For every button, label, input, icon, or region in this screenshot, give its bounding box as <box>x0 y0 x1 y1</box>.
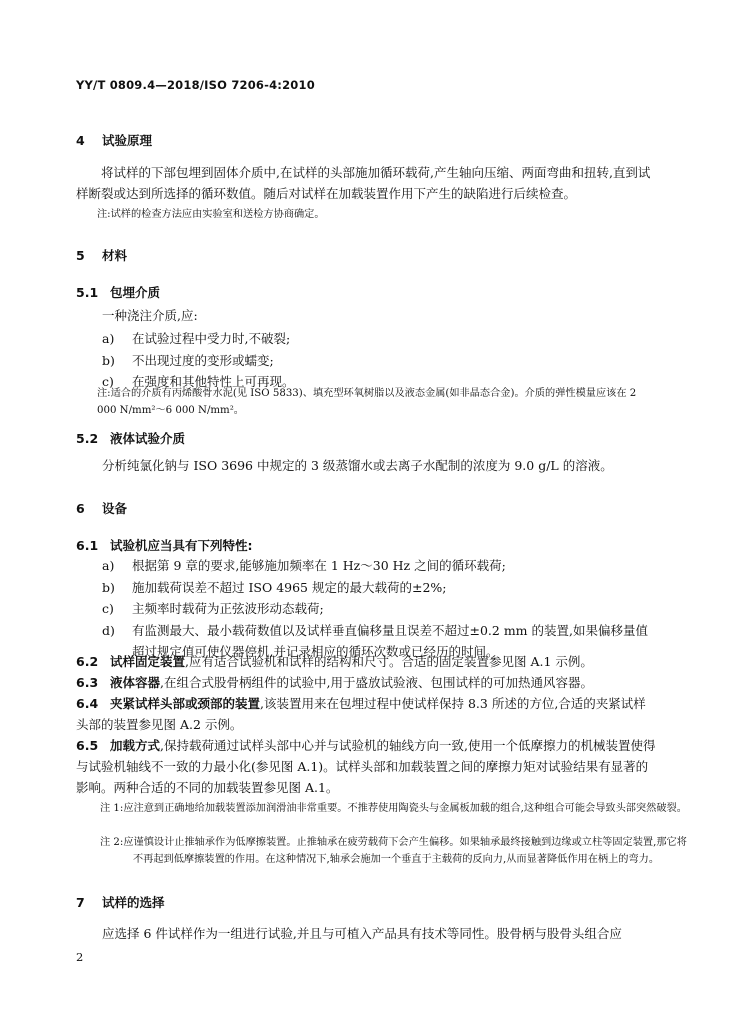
section-number: 5 <box>76 248 85 263</box>
list-text: 主频率时载荷为正弦波形动态载荷; <box>132 601 324 616</box>
section-5-1-note: 注:适合的介质有丙烯酸骨水泥(见 ISO 5833)、填充型环氧树脂以及液态金属(如非晶态合金)。介质的弹性模量应该在 2 000 N/mm²～6 000 N/mm²。 <box>97 388 637 416</box>
section-5-2-paragraph: 分析纯氯化钠与 ISO 3696 中规定的 3 级蒸馏水或去离子水配制的浓度为 9.0 g/L 的溶液。 <box>102 458 613 473</box>
section-7-heading <box>76 893 165 911</box>
section-5-1-heading <box>76 283 160 301</box>
list-text: 在试验过程中受力时,不破裂; <box>132 331 291 346</box>
list-marker: b) <box>102 352 115 368</box>
section-text: ,应有适合试验机和试样的结构和尺寸。合适的固定装置参见图 A.1 示例。 <box>185 654 593 669</box>
section-text: ,在组合式股骨柄组件的试验中,用于盛放试验液、包围试样的可加热通风容器。 <box>160 675 593 690</box>
section-title: 试样固定装置 <box>110 654 186 669</box>
section-6-2-paragraph <box>76 651 658 672</box>
section-6-5-paragraph <box>76 735 658 798</box>
section-number: 5.2 <box>76 431 99 446</box>
section-text: ,保持载荷通过试样头部中心并与试验机的轴线方向一致,使用一个低摩擦力的机械装置使得与试验机轴线不一致的力最小化(参见图 A.1)。试样头部和加载装置之间的摩擦力矩对试验结果有显著的影响。两种合适的不同的加载装置参见图 A.1。 <box>76 738 656 795</box>
section-title: 材料 <box>102 248 128 263</box>
list-item <box>102 328 657 350</box>
section-4-heading <box>76 131 152 149</box>
section-5-1-intro: 一种浇注介质,应: <box>102 308 198 323</box>
section-title: 加载方式 <box>110 738 161 753</box>
section-6-5-note-2: 注 2:应谨慎设计止推轴承作为低摩擦装置。止推轴承在疲劳载荷下会产生偏移。如果轴承最终接触到边缘或立柱等固定装置,那它将不再起到低摩擦装置的作用。在这种情况下,轴承会施加一个垂直于主载荷的反向力,从而显著降低作用在柄上的弯力。 <box>100 837 687 865</box>
list-marker: b) <box>102 579 115 595</box>
section-title: 包埋介质 <box>110 285 161 300</box>
section-6-heading <box>76 499 127 517</box>
list-item <box>102 350 657 372</box>
section-title: 试验机应当具有下列特性: <box>110 538 253 553</box>
section-5-heading <box>76 246 127 264</box>
list-text: 不出现过度的变形或蠕变; <box>132 352 274 368</box>
section-title: 液体容器 <box>110 675 161 690</box>
section-title: 夹紧试样头部或颈部的装置 <box>110 696 261 711</box>
section-number: 6.2 <box>76 654 99 669</box>
list-item <box>102 598 657 620</box>
section-7-paragraph: 应选择 6 件试样作为一组进行试验,并且与可植入产品具有技术等同性。股骨柄与股骨头组合应 <box>102 926 622 941</box>
section-6-1-list <box>102 555 657 663</box>
list-text: 施加载荷误差不超过 ISO 4965 规定的最大载荷的±2%; <box>132 579 447 595</box>
list-item <box>102 555 657 577</box>
section-5-2-heading <box>76 429 185 447</box>
list-item <box>102 577 657 599</box>
section-number: 6.1 <box>76 538 99 553</box>
list-text: 根据第 9 章的要求,能够施加频率在 1 Hz～30 Hz 之间的循环载荷; <box>132 558 506 573</box>
section-4-paragraph: 将试样的下部包埋到固体介质中,在试样的头部施加循环载荷,产生轴向压缩、两面弯曲和扭转,直到试样断裂或达到所选择的循环数值。随后对试样在加载装置作用下产生的缺陷进行后续检查。 <box>76 165 651 201</box>
list-marker: a) <box>102 558 115 573</box>
list-marker: c) <box>102 601 114 616</box>
section-number: 4 <box>76 133 85 148</box>
list-marker: c) <box>102 374 114 389</box>
list-marker: a) <box>102 331 115 346</box>
section-number: 6 <box>76 501 85 516</box>
list-text: 在强度和其他特性上可再现。 <box>132 374 295 389</box>
section-title: 试验原理 <box>102 133 153 148</box>
page-number: 2 <box>76 950 84 964</box>
document-header: YY/T 0809.4—2018/ISO 7206-4:2010 <box>76 78 315 92</box>
section-6-5-note-1: 注 1:应注意到正确地给加载装置添加润滑油非常重要。不推荐使用陶瓷头与金属板加载的组合,这种组合可能会导致头部突然破裂。 <box>100 803 687 814</box>
section-number: 6.4 <box>76 696 99 711</box>
list-marker: d) <box>102 622 115 638</box>
section-number: 6.3 <box>76 675 99 690</box>
section-5-1-list <box>102 328 657 393</box>
section-title: 设备 <box>102 501 128 516</box>
list-text: 有监测最大、最小载荷数值以及试样垂直偏移量且误差不超过±0.2 mm 的装置,如果偏移量值超过规定值可使仪器停机,并记录相应的循环次数或已经历的时间。 <box>132 622 648 659</box>
section-title: 试样的选择 <box>102 895 165 910</box>
section-text: ,该装置用来在包埋过程中使试样保持 8.3 所述的方位,合适的夹紧试样头部的装置参见图 A.2 示例。 <box>76 696 646 732</box>
section-6-4-paragraph <box>76 693 658 735</box>
section-number: 5.1 <box>76 285 99 300</box>
section-6-1-heading <box>76 536 253 554</box>
section-4-note: 注:试样的检查方法应由实验室和送检方协商确定。 <box>97 209 325 220</box>
section-title: 液体试验介质 <box>110 431 186 446</box>
section-number: 6.5 <box>76 738 99 753</box>
section-6-3-paragraph <box>76 672 658 693</box>
section-number: 7 <box>76 895 85 910</box>
